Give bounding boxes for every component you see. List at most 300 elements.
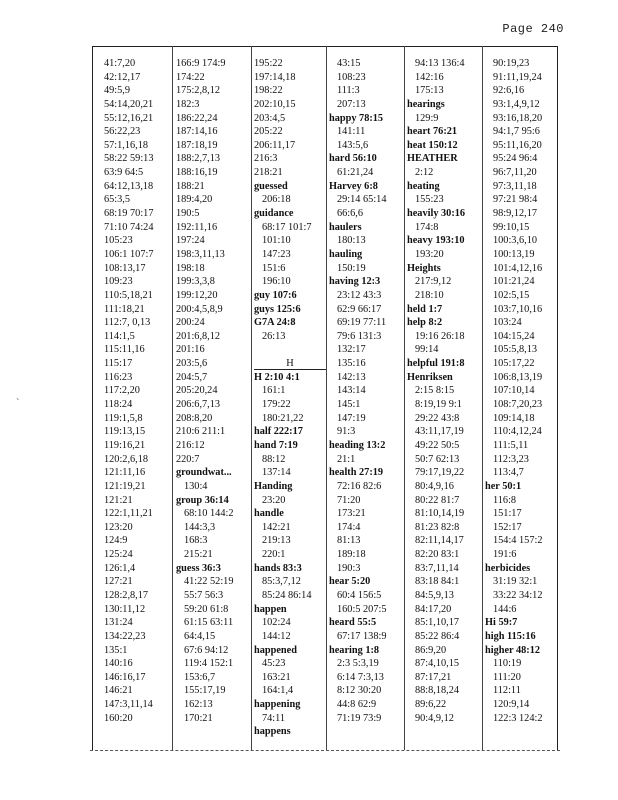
index-entry: 120:2,6,18 bbox=[104, 453, 149, 465]
index-entry: 144:6 bbox=[493, 603, 517, 615]
index-entry: 109:23 bbox=[104, 276, 133, 288]
index-entry: 122:1,11,21 bbox=[104, 508, 153, 520]
index-entry: 71:19 73:9 bbox=[337, 712, 382, 724]
index-term: held 1:7 bbox=[407, 303, 443, 315]
margin-tick-mark: ` bbox=[16, 398, 20, 409]
index-entry: 218:21 bbox=[254, 167, 283, 179]
index-entry: 85:3,7,12 bbox=[262, 576, 301, 588]
index-entry: 207:13 bbox=[337, 98, 366, 110]
index-term: happening bbox=[254, 699, 301, 711]
index-entry: 173:21 bbox=[337, 508, 366, 520]
index-term: guidance bbox=[254, 208, 294, 220]
index-term: guess 36:3 bbox=[176, 562, 221, 574]
index-entry: 144:3,3 bbox=[184, 521, 216, 533]
index-entry: 87:17,21 bbox=[415, 671, 452, 683]
index-entry: 130:11,12 bbox=[104, 603, 146, 615]
index-entry: 130:4 bbox=[184, 480, 208, 492]
index-column-4 bbox=[329, 57, 401, 725]
index-entry: 26:13 bbox=[262, 330, 286, 342]
index-column-2 bbox=[176, 57, 248, 725]
index-entry: 42:12,17 bbox=[104, 71, 141, 83]
index-entry: 145:1 bbox=[337, 399, 361, 411]
index-entry: 111:18,21 bbox=[104, 303, 145, 315]
index-term: hear 5:20 bbox=[329, 576, 371, 588]
index-entry: 23:12 43:3 bbox=[337, 289, 382, 301]
index-entry: 155:17,19 bbox=[184, 685, 226, 697]
index-entry: 86:9,20 bbox=[415, 644, 447, 656]
index-entry: 93:1,4,9,12 bbox=[493, 98, 540, 110]
index-column-1 bbox=[104, 57, 176, 725]
index-entry: 190:5 bbox=[176, 208, 200, 220]
index-entry: 64:4,15 bbox=[184, 630, 216, 642]
index-entry: 65:3,5 bbox=[104, 194, 131, 206]
index-entry: 29:14 65:14 bbox=[337, 194, 387, 206]
index-entry: 116:8 bbox=[493, 494, 517, 506]
index-entry: 95:11,16,20 bbox=[493, 139, 542, 151]
index-entry: 21:1 bbox=[337, 453, 356, 465]
index-entry: 111:20 bbox=[493, 671, 521, 683]
index-entry: 119:16,21 bbox=[104, 439, 146, 451]
index-entry: 151:17 bbox=[493, 508, 522, 520]
index-entry: 80:4,9,16 bbox=[415, 480, 454, 492]
index-entry: 102:24 bbox=[262, 617, 291, 629]
index-entry: 122:3 124:2 bbox=[493, 712, 543, 724]
index-entry: 180:21,22 bbox=[262, 412, 304, 424]
index-entry: 201:16 bbox=[176, 344, 205, 356]
index-entry: 85:1,10,17 bbox=[415, 617, 460, 629]
index-term: heart 76:21 bbox=[407, 126, 458, 138]
index-entry: 68:10 144:2 bbox=[184, 508, 234, 520]
index-entry: 111:5,11 bbox=[493, 439, 529, 451]
index-entry: 31:19 32:1 bbox=[493, 576, 538, 588]
index-entry: 97:3,11,18 bbox=[493, 180, 537, 192]
index-term: hand 7:19 bbox=[254, 439, 298, 451]
index-entry: 203:4,5 bbox=[254, 112, 286, 124]
index-entry: 215:21 bbox=[184, 549, 213, 561]
index-column-6 bbox=[485, 57, 557, 725]
index-entry: 49:5,9 bbox=[104, 85, 131, 97]
index-entry: 109:14,18 bbox=[493, 412, 535, 424]
index-entry: 123:20 bbox=[104, 521, 133, 533]
index-term: guy 107:6 bbox=[254, 289, 297, 301]
index-entry: 121:19,21 bbox=[104, 480, 146, 492]
page-number: Page 240 bbox=[502, 22, 564, 36]
index-entry: 174:4 bbox=[337, 521, 361, 533]
index-entry: 147:19 bbox=[337, 412, 366, 424]
index-entry: 55:12,16,21 bbox=[104, 112, 154, 124]
section-letter: H bbox=[254, 357, 326, 371]
index-entry: 67:6 94:12 bbox=[184, 644, 229, 656]
index-entry: 54:14,20,21 bbox=[104, 98, 154, 110]
index-entry: 199:3,3,8 bbox=[176, 276, 215, 288]
index-entry: 197:14,18 bbox=[254, 71, 296, 83]
index-entry: 152:17 bbox=[493, 521, 522, 533]
index-entry: 120:9,14 bbox=[493, 699, 530, 711]
index-entry: 163:21 bbox=[262, 671, 291, 683]
index-entry: 135:1 bbox=[104, 644, 128, 656]
index-entry: 49:22 50:5 bbox=[415, 439, 460, 451]
index-term: heard 55:5 bbox=[329, 617, 377, 629]
index-entry: 61:15 63:11 bbox=[184, 617, 234, 629]
index-term: happy 78:15 bbox=[329, 112, 384, 124]
index-entry: 142:13 bbox=[337, 371, 366, 383]
index-entry: 60:4 156:5 bbox=[337, 589, 382, 601]
index-entry: 6:14 7:3,13 bbox=[337, 671, 384, 683]
index-entry: 106:1 107:7 bbox=[104, 248, 154, 260]
index-term: handle bbox=[254, 508, 284, 520]
index-entry: 98:9,12,17 bbox=[493, 208, 538, 220]
index-term: Handing bbox=[254, 480, 293, 492]
index-entry: 124:9 bbox=[104, 535, 128, 547]
index-entry: 206:11,17 bbox=[254, 139, 296, 151]
index-entry: 147:23 bbox=[262, 248, 291, 260]
index-entry: 199:12,20 bbox=[176, 289, 218, 301]
index-entry: 101:10 bbox=[262, 235, 291, 247]
index-entry: 206:6,7,13 bbox=[176, 399, 221, 411]
index-entry: 189:4,20 bbox=[176, 194, 213, 206]
index-entry: 56:22,23 bbox=[104, 126, 141, 138]
index-entry: 143:14 bbox=[337, 385, 366, 397]
index-entry: 103:24 bbox=[493, 317, 522, 329]
index-term: her 50:1 bbox=[485, 480, 522, 492]
index-entry: 94:13 136:4 bbox=[415, 58, 465, 69]
index-term: half 222:17 bbox=[254, 426, 303, 438]
index-entry: 93:16,18,20 bbox=[493, 112, 543, 124]
index-entry: 127:21 bbox=[104, 576, 133, 588]
index-entry: 110:5,18,21 bbox=[104, 289, 153, 301]
index-entry: 79:6 131:3 bbox=[337, 330, 382, 342]
index-entry: 110:19 bbox=[493, 658, 522, 670]
index-entry: 206:18 bbox=[262, 194, 291, 206]
index-entry: 196:10 bbox=[262, 276, 291, 288]
index-entry: 96:7,11,20 bbox=[493, 167, 537, 179]
index-entry: 205:20,24 bbox=[176, 385, 218, 397]
index-entry: 63:9 64:5 bbox=[104, 167, 144, 179]
index-entry: 97:21 98:4 bbox=[493, 194, 538, 206]
index-entry: 216:3 bbox=[254, 153, 278, 165]
index-entry: 208:8,20 bbox=[176, 412, 213, 424]
index-entry: 135:16 bbox=[337, 358, 366, 370]
index-entry: 198:18 bbox=[176, 262, 205, 274]
index-term: high 115:16 bbox=[485, 630, 536, 642]
index-entry: 108:23 bbox=[337, 71, 366, 83]
index-entry: 94:1,7 95:6 bbox=[493, 126, 540, 138]
index-term: Heights bbox=[407, 262, 441, 274]
index-term: health 27:19 bbox=[329, 467, 384, 479]
index-entry: 166:9 174:9 bbox=[176, 58, 226, 69]
index-entry: 174:8 bbox=[415, 221, 439, 233]
index-entry: 88:8,18,24 bbox=[415, 685, 460, 697]
index-term: H 2:10 4:1 bbox=[254, 371, 300, 383]
index-entry: 151:6 bbox=[262, 262, 286, 274]
index-entry: 131:24 bbox=[104, 617, 133, 629]
index-entry: 216:12 bbox=[176, 439, 205, 451]
index-entry: 81:13 bbox=[337, 535, 361, 547]
index-term: HEATHER bbox=[407, 153, 458, 165]
index-entry: 186:22,24 bbox=[176, 112, 218, 124]
index-entry: 195:22 bbox=[254, 58, 283, 69]
column-divider bbox=[251, 46, 252, 750]
index-entry: 175:13 bbox=[415, 85, 444, 97]
index-entry: 69:19 77:11 bbox=[337, 317, 387, 329]
index-term: hearings bbox=[407, 98, 445, 110]
index-entry: 108:13,17 bbox=[104, 262, 146, 274]
index-entry: 134:22,23 bbox=[104, 630, 146, 642]
index-entry: 2:12 bbox=[415, 167, 434, 179]
index-entry: 57:1,16,18 bbox=[104, 139, 149, 151]
index-entry: 115:11,16 bbox=[104, 344, 145, 356]
index-entry: 23:20 bbox=[262, 494, 286, 506]
index-entry: 119:13,15 bbox=[104, 426, 146, 438]
column-divider bbox=[404, 46, 405, 750]
index-entry: 220:1 bbox=[262, 549, 286, 561]
index-entry: 59:20 61:8 bbox=[184, 603, 229, 615]
index-entry: 72:16 82:6 bbox=[337, 480, 382, 492]
index-entry: 153:6,7 bbox=[184, 671, 216, 683]
index-entry: 112:3,23 bbox=[493, 453, 529, 465]
index-entry: 67:17 138:9 bbox=[337, 630, 387, 642]
index-entry: 132:17 bbox=[337, 344, 366, 356]
index-term: help 8:2 bbox=[407, 317, 443, 329]
index-entry: 188:21 bbox=[176, 180, 205, 192]
index-term: happen bbox=[254, 603, 287, 615]
index-entry: 200:24 bbox=[176, 317, 205, 329]
index-entry: 68:17 101:7 bbox=[262, 221, 312, 233]
index-entry: 182:3 bbox=[176, 98, 200, 110]
index-entry: 202:10,15 bbox=[254, 98, 296, 110]
index-entry: 192:11,16 bbox=[176, 221, 218, 233]
index-entry: 105:5,8,13 bbox=[493, 344, 538, 356]
index-entry bbox=[254, 343, 326, 357]
index-entry: 2:3 5:3,19 bbox=[337, 658, 379, 670]
index-entry: 174:22 bbox=[176, 71, 205, 83]
index-entry: 197:24 bbox=[176, 235, 205, 247]
index-entry: 41:22 52:19 bbox=[184, 576, 234, 588]
index-entry: 82:11,14,17 bbox=[415, 535, 464, 547]
index-entry: 111:3 bbox=[337, 85, 360, 97]
index-entry: 113:4,7 bbox=[493, 467, 524, 479]
index-table-bottom-edge bbox=[90, 750, 560, 751]
index-term: heating bbox=[407, 180, 440, 192]
index-entry: 82:20 83:1 bbox=[415, 549, 460, 561]
index-entry: 188:16,19 bbox=[176, 167, 218, 179]
index-entry: 106:8,13,19 bbox=[493, 371, 543, 383]
index-term: hands 83:3 bbox=[254, 562, 302, 574]
index-entry: 88:12 bbox=[262, 453, 286, 465]
index-entry: 100:13,19 bbox=[493, 248, 535, 260]
index-entry: 112:11 bbox=[493, 685, 521, 697]
index-entry: 170:21 bbox=[184, 712, 213, 724]
index-entry: 71:10 74:24 bbox=[104, 221, 154, 233]
index-entry: 144:12 bbox=[262, 630, 291, 642]
index-entry: 83:7,11,14 bbox=[415, 562, 459, 574]
index-entry: 146:16,17 bbox=[104, 671, 146, 683]
index-term: heat 150:12 bbox=[407, 139, 458, 151]
index-entry: 71:20 bbox=[337, 494, 361, 506]
index-entry: 116:23 bbox=[104, 371, 133, 383]
index-entry: 100:3,6,10 bbox=[493, 235, 538, 247]
column-divider bbox=[326, 46, 327, 750]
index-term: heavily 30:16 bbox=[407, 208, 466, 220]
index-entry: 160:5 207:5 bbox=[337, 603, 387, 615]
index-entry: 91:11,19,24 bbox=[493, 71, 542, 83]
index-entry: 110:4,12,24 bbox=[493, 426, 542, 438]
index-entry: 74:11 bbox=[262, 712, 286, 724]
index-term: heading 13:2 bbox=[329, 439, 386, 451]
index-entry: 117:2,20 bbox=[104, 385, 140, 397]
index-entry: 205:22 bbox=[254, 126, 283, 138]
index-entry: 150:19 bbox=[337, 262, 366, 274]
index-entry: 119:4 152:1 bbox=[184, 658, 234, 670]
index-entry: 62:9 66:17 bbox=[337, 303, 382, 315]
index-term: Hi 59:7 bbox=[485, 617, 518, 629]
index-entry: 33:22 34:12 bbox=[493, 589, 543, 601]
index-column-3 bbox=[254, 57, 326, 739]
index-entry: 121:11,16 bbox=[104, 467, 146, 479]
index-entry: 2:15 8:15 bbox=[415, 385, 455, 397]
index-entry: 115:17 bbox=[104, 358, 133, 370]
index-entry: 204:5,7 bbox=[176, 371, 208, 383]
index-entry: 81:23 82:8 bbox=[415, 521, 460, 533]
index-entry: 179:22 bbox=[262, 399, 291, 411]
index-column-5 bbox=[407, 57, 479, 725]
index-entry: 140:16 bbox=[104, 658, 133, 670]
index-entry: 121:21 bbox=[104, 494, 133, 506]
index-entry: 146:21 bbox=[104, 685, 133, 697]
index-term: hearing 1:8 bbox=[329, 644, 380, 656]
index-entry: 91:3 bbox=[337, 426, 356, 438]
index-entry: 79:17,19,22 bbox=[415, 467, 465, 479]
index-entry: 189:18 bbox=[337, 549, 366, 561]
index-entry: 126:1,4 bbox=[104, 562, 136, 574]
index-entry: 128:2,8,17 bbox=[104, 589, 149, 601]
index-entry: 200:4,5,8,9 bbox=[176, 303, 223, 315]
index-entry: 8:19,19 9:1 bbox=[415, 399, 462, 411]
index-term: herbicides bbox=[485, 562, 531, 574]
index-entry: 19:16 26:18 bbox=[415, 330, 465, 342]
index-entry: 201:6,8,12 bbox=[176, 330, 221, 342]
index-entry: 103:7,10,16 bbox=[493, 303, 543, 315]
index-entry: 104:15,24 bbox=[493, 330, 535, 342]
index-entry: 81:10,14,19 bbox=[415, 508, 465, 520]
index-entry: 87:4,10,15 bbox=[415, 658, 460, 670]
index-term: group 36:14 bbox=[176, 494, 229, 506]
index-term: happens bbox=[254, 726, 291, 738]
index-entry: 43:15 bbox=[337, 58, 361, 69]
index-entry: 84:17,20 bbox=[415, 603, 452, 615]
index-entry: 193:20 bbox=[415, 248, 444, 260]
index-term: helpful 191:8 bbox=[407, 358, 465, 370]
index-entry: 58:22 59:13 bbox=[104, 153, 154, 165]
index-entry: 220:7 bbox=[176, 453, 200, 465]
index-entry: 43:11,17,19 bbox=[415, 426, 464, 438]
index-entry: 61:21,24 bbox=[337, 167, 374, 179]
index-entry: 142:21 bbox=[262, 521, 291, 533]
index-entry: 85:24 86:14 bbox=[262, 589, 312, 601]
index-entry: 141:11 bbox=[337, 126, 366, 138]
index-entry: 160:20 bbox=[104, 712, 133, 724]
index-entry: 191:6 bbox=[493, 549, 517, 561]
index-entry: 118:24 bbox=[104, 399, 133, 411]
index-entry: 66:6,6 bbox=[337, 208, 364, 220]
index-term: heavy 193:10 bbox=[407, 235, 465, 247]
index-entry: 219:13 bbox=[262, 535, 291, 547]
index-entry: 101:4,12,16 bbox=[493, 262, 543, 274]
index-entry: 142:16 bbox=[415, 71, 444, 83]
index-entry: 55:7 56:3 bbox=[184, 589, 224, 601]
index-entry: 190:3 bbox=[337, 562, 361, 574]
index-entry: 29:22 43:8 bbox=[415, 412, 460, 424]
column-divider bbox=[482, 46, 483, 750]
index-term: hauling bbox=[329, 248, 363, 260]
index-entry: 154:4 157:2 bbox=[493, 535, 543, 547]
index-entry: 89:6,22 bbox=[415, 699, 447, 711]
index-entry: 217:9,12 bbox=[415, 276, 452, 288]
index-entry: 119:1,5,8 bbox=[104, 412, 143, 424]
index-entry: 161:1 bbox=[262, 385, 286, 397]
index-term: haulers bbox=[329, 221, 362, 233]
index-term: Henriksen bbox=[407, 371, 453, 383]
index-entry: 114:1,5 bbox=[104, 330, 135, 342]
index-entry: 105:17,22 bbox=[493, 358, 535, 370]
index-term: G7A 24:8 bbox=[254, 317, 296, 329]
index-entry: 95:24 96:4 bbox=[493, 153, 538, 165]
index-entry: 155:23 bbox=[415, 194, 444, 206]
index-entry: 125:24 bbox=[104, 549, 133, 561]
index-term: hard 56:10 bbox=[329, 153, 377, 165]
index-entry: 147:3,11,14 bbox=[104, 699, 153, 711]
index-entry: 99:14 bbox=[415, 344, 439, 356]
index-entry: 85:22 86:4 bbox=[415, 630, 460, 642]
index-entry: 143:5,6 bbox=[337, 139, 369, 151]
index-entry: 108:7,20,23 bbox=[493, 399, 543, 411]
index-entry: 112:7, 0,13 bbox=[104, 317, 151, 329]
index-term: guessed bbox=[254, 180, 288, 192]
index-entry: 198:3,11,13 bbox=[176, 248, 225, 260]
index-entry: 8:12 30:20 bbox=[337, 685, 382, 697]
index-entry: 45:23 bbox=[262, 658, 286, 670]
index-entry: 198:22 bbox=[254, 85, 283, 97]
index-entry: 68:19 70:17 bbox=[104, 208, 154, 220]
index-entry: 92:6,16 bbox=[493, 85, 525, 97]
index-entry: 99:10,15 bbox=[493, 221, 530, 233]
index-entry: 101:21,24 bbox=[493, 276, 535, 288]
index-entry: 41:7,20 bbox=[104, 58, 136, 69]
index-entry: 164:1,4 bbox=[262, 685, 294, 697]
index-entry: 129:9 bbox=[415, 112, 439, 124]
index-entry: 102:5,15 bbox=[493, 289, 530, 301]
index-entry: 203:5,6 bbox=[176, 358, 208, 370]
index-entry: 187:18,19 bbox=[176, 139, 218, 151]
index-entry: 180:13 bbox=[337, 235, 366, 247]
index-entry: 90:4,9,12 bbox=[415, 712, 454, 724]
index-entry: 188:2,7,13 bbox=[176, 153, 221, 165]
index-term: groundwat... bbox=[176, 467, 232, 479]
index-term: Harvey 6:8 bbox=[329, 180, 378, 192]
index-term: happened bbox=[254, 644, 297, 656]
index-entry: 168:3 bbox=[184, 535, 208, 547]
index-entry: 218:10 bbox=[415, 289, 444, 301]
index-entry: 84:5,9,13 bbox=[415, 589, 454, 601]
index-term: guys 125:6 bbox=[254, 303, 301, 315]
index-term: higher 48:12 bbox=[485, 644, 541, 656]
index-entry: 90:19,23 bbox=[493, 58, 530, 69]
index-term: having 12:3 bbox=[329, 276, 381, 288]
index-entry: 80:22 81:7 bbox=[415, 494, 460, 506]
index-entry: 83:18 84:1 bbox=[415, 576, 460, 588]
index-entry: 50:7 62:13 bbox=[415, 453, 460, 465]
index-entry: 175:2,8,12 bbox=[176, 85, 221, 97]
